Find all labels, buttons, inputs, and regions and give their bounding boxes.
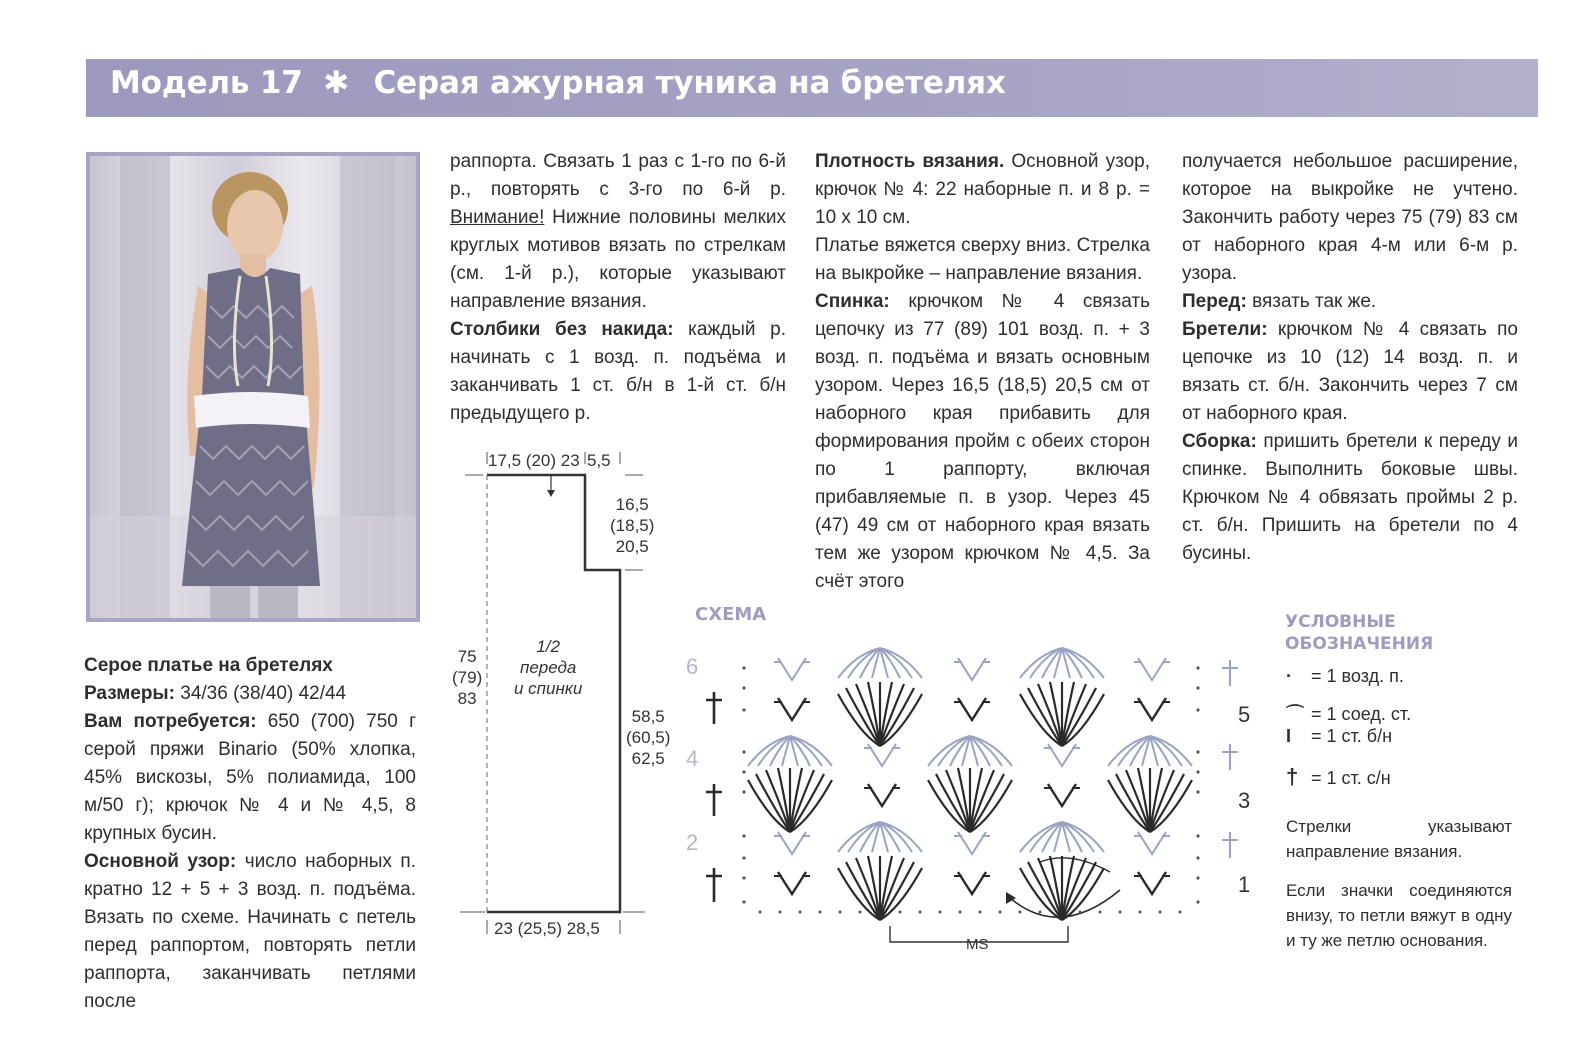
top-strap-dim: 5,5 xyxy=(587,451,611,470)
chain-symbol-icon: · xyxy=(1286,666,1292,686)
density-label: Плотность вязания. xyxy=(815,151,1005,172)
crochet-chart xyxy=(700,640,1260,960)
main-pattern-value: число наборных п. кратно 12 + 5 + 3 возд. п. подъёма. Вязать по схеме. Начинать с петель перед раппортом, повторять петли раппорта, заканчивать петлями после xyxy=(84,851,416,1012)
row-number-6: 6 xyxy=(686,654,699,679)
legend-double-crochet: † = 1 ст. с/н xyxy=(1286,764,1391,789)
ms-label: MS xyxy=(966,936,989,953)
row-number-1: 1 xyxy=(1238,872,1251,897)
chart-row-6 xyxy=(774,648,1238,686)
attention-text: Внимание! xyxy=(450,207,545,228)
side-length-dim: 58,5 (60,5) 62,5 xyxy=(626,707,671,768)
slip-stitch-symbol-icon: ⌒ xyxy=(1286,704,1304,724)
title-bar xyxy=(86,59,1538,117)
main-pattern-label: Основной узор: xyxy=(84,851,237,872)
schema-title: СХЕМА xyxy=(695,604,767,625)
arrows-note: Стрелки указывают направление вязания. xyxy=(1286,817,1512,861)
chart-row-4 xyxy=(748,736,1238,770)
page-title xyxy=(110,65,1006,101)
single-crochet-value: каждый р. начинать с 1 возд. п. подъёма и заканчивать 1 ст. б/н в 1-й ст. б/н предыдущего р. xyxy=(450,319,787,424)
row-number-2: 2 xyxy=(686,830,699,855)
back-value: крючком № 4 связать цепочку из 77 (89) 101 возд. п. + 3 возд. п. подъёма и вязать основным узором. Через 16,5 (18,5) 20,5 см от наборного края прибавить для формирования пройм с обеих сторон по 1 раппорту, включая прибавляемые п. в узор. Через 45 (47) 49 см от наборного края вязать тем же узором крючком № 4,5. За счёт этого xyxy=(815,291,1151,592)
double-crochet-symbol-icon: † xyxy=(1286,764,1299,789)
star-separator-icon: ✱ xyxy=(323,65,350,101)
chart-row-5 xyxy=(706,682,1170,746)
instructions-column-1 xyxy=(815,148,1150,596)
row-number-4: 4 xyxy=(686,746,699,771)
row-number-3: 3 xyxy=(1238,788,1251,813)
single-crochet-label: Столбики без накида: xyxy=(450,319,674,340)
repeat-text: раппорта. Связать 1 раз с 1-го по 6-й р., повторять с 3-го по 6-й р. xyxy=(450,151,786,200)
legend-title-line1: УСЛОВНЫЕ xyxy=(1285,612,1396,632)
back-label: Спинка: xyxy=(815,291,890,312)
join-note: Если значки соединяются внизу, то петли вяжут в одну и ту же петлю основания. xyxy=(1286,881,1512,950)
instructions-column-2 xyxy=(1182,148,1518,568)
legend-title-line2: ОБОЗНАЧЕНИЯ xyxy=(1285,634,1434,654)
assembly-label: Сборка: xyxy=(1182,431,1257,452)
assembly-value: пришить бретели к переду и спинке. Выполнить боковые швы. Крючком № 4 обвязать проймы 2 р. ст. б/н. Пришить на бретели по 4 бусины. xyxy=(1182,431,1518,564)
sizes-value: 34/36 (38/40) 42/44 xyxy=(180,683,347,704)
bottom-width-dim: 23 (25,5) 28,5 xyxy=(494,919,600,938)
materials-column xyxy=(84,652,416,1016)
pattern-piece-label: 1/2 переда и спинки xyxy=(514,637,583,698)
row-number-5: 5 xyxy=(1238,702,1251,727)
total-length-dim: 75 (79) 83 xyxy=(452,647,483,708)
top-width-dim: 17,5 (20) 23 xyxy=(488,451,580,470)
continued-text: получается небольшое расширение, которое на выкройке не учтено. Закончить работу через 75 (79) 83 см от наборного края 4-м или 6-м р. узора. xyxy=(1182,151,1518,284)
materials-label: Вам потребуется: xyxy=(84,711,257,732)
legend-slip-stitch: ⌒ = 1 соед. ст. xyxy=(1286,700,1411,726)
straps-value: крючком № 4 связать по цепочке из 10 (12) 14 возд. п. и вязать ст. б/н. Закончить через 7 см от наборного края. xyxy=(1182,319,1518,424)
density-value: Основной узор, крючок № 4: 22 наборные п. и 8 р. = 10 х 10 см. xyxy=(815,151,1151,228)
title-text: Серая ажурная туника на бретелях xyxy=(373,65,1006,101)
chart-row-1 xyxy=(706,856,1170,920)
chart-row-3 xyxy=(706,768,1192,832)
sizes-label: Размеры: xyxy=(84,683,175,704)
model-photo xyxy=(86,152,420,622)
direction-text: Платье вяжется сверху вниз. Стрелка на выкройке – направление вязания. xyxy=(815,235,1150,284)
chart-row-2 xyxy=(774,822,1238,858)
single-crochet-symbol-icon: I xyxy=(1286,726,1292,746)
model-illustration xyxy=(90,156,416,618)
model-number: Модель 17 xyxy=(110,65,303,101)
armhole-depth-dim: 16,5 (18,5) 20,5 xyxy=(610,495,655,556)
straps-label: Бретели: xyxy=(1182,319,1268,340)
pattern-text-column xyxy=(450,148,786,428)
front-label: Перед: xyxy=(1182,291,1247,312)
product-title: Серое платье на бретелях xyxy=(84,655,333,676)
front-value: вязать так же. xyxy=(1252,291,1377,312)
legend-chain: · = 1 возд. п. xyxy=(1286,666,1404,686)
motif-text: Нижние половины мелких круглых мотивов вязать по стрелкам (см. 1-й р.), которые указывают направление вязания. xyxy=(450,207,786,312)
materials-value: 650 (700) 750 г серой пряжи Binario (50% хлопка, 45% вискозы, 5% полиамида, 100 м/50 г); крючок № 4 и № 4,5, 8 крупных бусин. xyxy=(84,711,416,844)
legend-single-crochet: I = 1 ст. б/н xyxy=(1286,726,1393,746)
